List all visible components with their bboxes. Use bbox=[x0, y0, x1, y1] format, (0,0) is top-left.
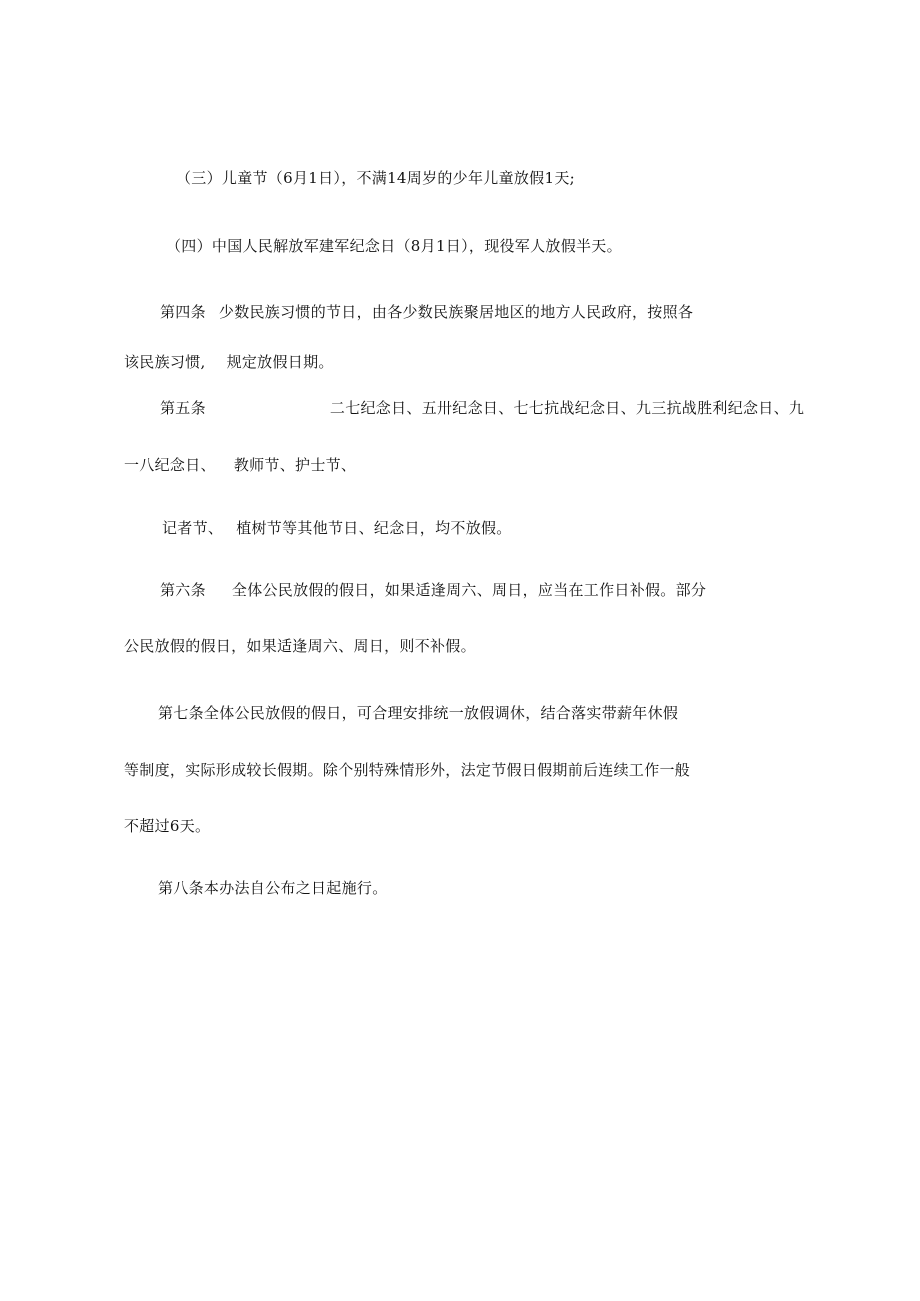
article-4-heading: 第四条 bbox=[160, 303, 206, 321]
article-4-text-2b: 规定放假日期。 bbox=[226, 353, 334, 371]
article-5-line-2 bbox=[124, 455, 356, 475]
article-5-text-3b: 植树节等其他节日、纪念日，均不放假。 bbox=[236, 519, 512, 537]
article-4-text-2a: 该民族习惯, bbox=[124, 353, 206, 371]
article-4-line-1 bbox=[160, 302, 693, 322]
article-5-text-2b: 教师节、护士节、 bbox=[233, 456, 357, 474]
article-5-text-2a: 一八纪念日、 bbox=[124, 456, 216, 474]
article-7-line-1: 第七条全体公民放假的假日，可合理安排统一放假调休，结合落实带薪年休假 bbox=[158, 704, 679, 722]
item-3-childrens-day: （三）儿童节（6月1日），不满14周岁的少年儿童放假1天; bbox=[176, 169, 575, 187]
article-5-line-3 bbox=[162, 518, 512, 538]
article-7-line-3: 不超过6天。 bbox=[124, 817, 211, 835]
article-5-heading: 第五条 bbox=[160, 399, 206, 417]
item-4-army-day: （四）中国人民解放军建军纪念日（8月1日），现役军人放假半天。 bbox=[166, 237, 622, 255]
article-5-line-1 bbox=[160, 398, 804, 418]
article-6-line-1 bbox=[160, 580, 706, 600]
article-5-text-3a: 记者节、 bbox=[162, 519, 224, 537]
article-8-line-1: 第八条本办法自公布之日起施行。 bbox=[158, 879, 388, 897]
article-7-line-2: 等制度，实际形成较长假期。除个别特殊情形外，法定节假日假期前后连续工作一般 bbox=[124, 761, 691, 779]
article-6-text-1: 全体公民放假的假日，如果适逢周六、周日，应当在工作日补假。部分 bbox=[231, 581, 707, 599]
article-4-text-1: 少数民族习惯的节日，由各少数民族聚居地区的地方人民政府，按照各 bbox=[218, 303, 694, 321]
article-5-text-1: 二七纪念日、五卅纪念日、七七抗战纪念日、九三抗战胜利纪念日、九 bbox=[329, 399, 805, 417]
article-6-heading: 第六条 bbox=[160, 581, 206, 599]
article-4-line-2 bbox=[124, 352, 334, 372]
article-6-line-2: 公民放假的假日，如果适逢周六、周日，则不补假。 bbox=[124, 637, 476, 655]
